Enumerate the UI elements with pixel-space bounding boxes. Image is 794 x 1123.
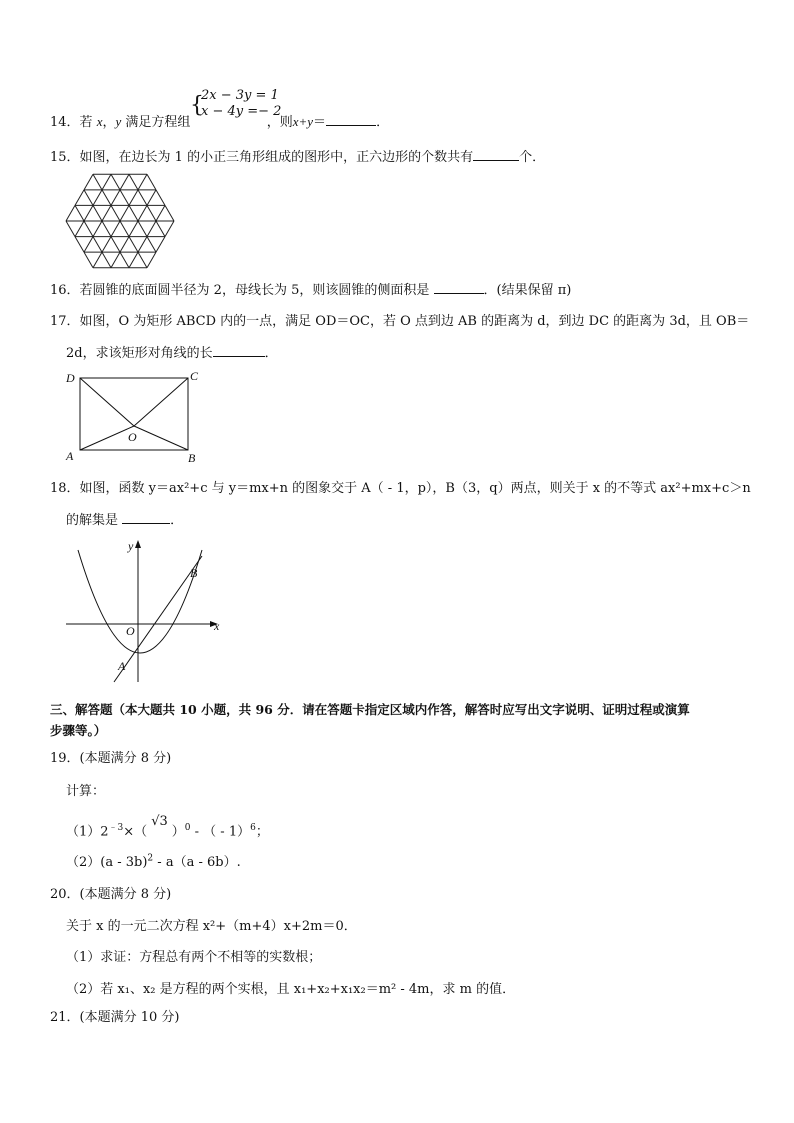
lattice-diagonal-line	[84, 237, 93, 253]
lattice-diagonal-line	[138, 190, 147, 206]
lattice-diagonal-line	[93, 237, 102, 253]
lattice-diagonal-line	[147, 205, 156, 221]
brace-icon: {	[190, 93, 204, 118]
lattice-diagonal-line	[129, 252, 138, 268]
lattice-diagonal-line	[102, 237, 111, 253]
lattice-diagonal-line	[93, 252, 102, 268]
lattice-diagonal-line	[75, 205, 84, 221]
section-3-heading-line1: 三、解答题（本大题共 10 小题，共 96 分．请在答题卡指定区域内作答，解答时应写出文字说明、证明过程或演算	[50, 702, 690, 717]
lattice-diagonal-line	[129, 205, 138, 221]
question-14: 14．若 x，y 满足方程组 ，则x+y＝ ．	[50, 114, 390, 130]
lattice-diagonal-line	[120, 221, 129, 237]
y-axis-arrow-icon	[135, 540, 141, 548]
question-17-line1: 17．如图，O 为矩形 ABCD 内的一点，满足 OD＝OC，若 O 点到边 AB 的距离为 d，到边 DC 的距离为 3d，且 OB＝	[50, 314, 750, 329]
label-d: D	[66, 371, 75, 385]
label-a: A	[118, 659, 126, 673]
lattice-diagonal-line	[66, 205, 75, 221]
lattice-diagonal-line	[75, 221, 84, 237]
lattice-diagonal-line	[129, 174, 138, 190]
lattice-diagonal-line	[129, 221, 138, 237]
label-b: B	[190, 566, 198, 580]
question-20-head: 20．(本题满分 8 分)	[50, 887, 172, 902]
question-20-part2: （2）若 x₁、x₂ 是方程的两个实根，且 x₁+x₂+x₁x₂＝m² - 4m，求 m 的值．	[66, 982, 516, 997]
lattice-diagonal-line	[120, 237, 129, 253]
section-3-heading-line2: 步骤等。）	[50, 723, 107, 738]
q14-eq1: 2x − 3y = 1	[201, 88, 279, 103]
rectangle-figure	[62, 366, 212, 466]
question-16: 16．若圆锥的底面圆半径为 2，母线长为 5，则该圆锥的侧面积是 ．(结果保留 π)	[50, 283, 572, 298]
segment-do	[80, 378, 134, 426]
straight-line	[114, 556, 202, 682]
lattice-diagonal-line	[84, 174, 93, 190]
lattice-diagonal-line	[102, 221, 111, 237]
lattice-diagonal-line	[84, 252, 93, 268]
segment-ao	[80, 426, 134, 450]
label-x: x	[214, 619, 220, 633]
lattice-diagonal-line	[138, 252, 147, 268]
lattice-diagonal-line	[120, 174, 129, 190]
q14-eq2: x − 4y =− 2	[201, 104, 282, 119]
segment-oc	[134, 378, 188, 426]
lattice-diagonal-line	[84, 205, 93, 221]
lattice-diagonal-line	[138, 205, 147, 221]
segment-ob	[134, 426, 188, 450]
question-15: 15．如图，在边长为 1 的小正三角形组成的图形中，正六边形的个数共有 个．	[50, 150, 546, 165]
lattice-diagonal-line	[129, 237, 138, 253]
lattice-diagonal-line	[147, 174, 156, 190]
lattice-diagonal-line	[165, 221, 174, 237]
lattice-diagonal-line	[93, 174, 102, 190]
answer-blank-15[interactable]	[473, 160, 519, 161]
lattice-diagonal-line	[156, 205, 165, 221]
lattice-diagonal-line	[93, 190, 102, 206]
lattice-diagonal-line	[84, 221, 93, 237]
question-19-part2: （2）(a - 3b)$^2$ - a（a - 6b）.	[66, 853, 241, 870]
lattice-diagonal-line	[111, 221, 120, 237]
lattice-diagonal-line	[156, 190, 165, 206]
lattice-diagonal-line	[111, 174, 120, 190]
lattice-diagonal-line	[147, 190, 156, 206]
label-o: O	[126, 624, 135, 638]
hexagon-grid-figure	[60, 172, 180, 270]
label-y: y	[128, 539, 134, 553]
lattice-diagonal-line	[120, 190, 129, 206]
lattice-diagonal-line	[111, 205, 120, 221]
question-18-line1: 18．如图，函数 y＝ax²+c 与 y＝mx+n 的图象交于 A（ - 1，p），B（3，q）两点，则关于 x 的不等式 ax²+mx+c＞n	[50, 481, 751, 496]
question-20-intro: 关于 x 的一元二次方程 x²+（m+4）x+2m＝0．	[66, 919, 357, 934]
lattice-diagonal-line	[102, 205, 111, 221]
lattice-diagonal-line	[120, 205, 129, 221]
lattice-diagonal-line	[156, 221, 165, 237]
answer-blank-16[interactable]	[434, 293, 484, 294]
question-18-line2: 的解集是 ．	[66, 513, 184, 528]
lattice-diagonal-line	[102, 252, 111, 268]
question-19-intro: 计算：	[66, 784, 106, 799]
lattice-diagonal-line	[129, 190, 138, 206]
answer-blank-14[interactable]	[326, 125, 376, 126]
lattice-diagonal-line	[93, 221, 102, 237]
question-19-part1: $(1)2^{﹣3}\times(√3)^0$ - （ - 1）$^6$；	[66, 814, 269, 840]
function-graph-figure	[62, 536, 232, 686]
label-c: C	[190, 369, 199, 383]
lattice-diagonal-line	[147, 221, 156, 237]
question-20-part1: （1）求证：方程总有两个不相等的实数根；	[66, 950, 322, 965]
answer-blank-18[interactable]	[122, 523, 170, 524]
question-21-head: 21．(本题满分 10 分)	[50, 1010, 180, 1025]
lattice-diagonal-line	[66, 221, 75, 237]
lattice-diagonal-line	[138, 221, 147, 237]
lattice-diagonal-line	[111, 252, 120, 268]
lattice-diagonal-line	[111, 237, 120, 253]
lattice-diagonal-line	[147, 237, 156, 253]
lattice-diagonal-line	[147, 252, 156, 268]
lattice-diagonal-line	[138, 174, 147, 190]
lattice-diagonal-line	[102, 190, 111, 206]
lattice-diagonal-line	[93, 205, 102, 221]
lattice-diagonal-line	[75, 237, 84, 253]
answer-blank-17[interactable]	[213, 356, 265, 357]
label-a: A	[66, 449, 74, 463]
lattice-diagonal-line	[102, 174, 111, 190]
lattice-diagonal-line	[120, 252, 129, 268]
question-19-head: 19．(本题满分 8 分)	[50, 751, 172, 766]
lattice-diagonal-line	[165, 205, 174, 221]
parabola	[78, 550, 202, 653]
lattice-diagonal-line	[111, 190, 120, 206]
lattice-diagonal-line	[84, 190, 93, 206]
label-o: O	[128, 430, 137, 444]
question-17-line2: 2d，求该矩形对角线的长 ．	[66, 346, 278, 361]
lattice-diagonal-line	[75, 190, 84, 206]
lattice-diagonal-line	[156, 237, 165, 253]
label-b: B	[188, 451, 196, 465]
lattice-diagonal-line	[138, 237, 147, 253]
